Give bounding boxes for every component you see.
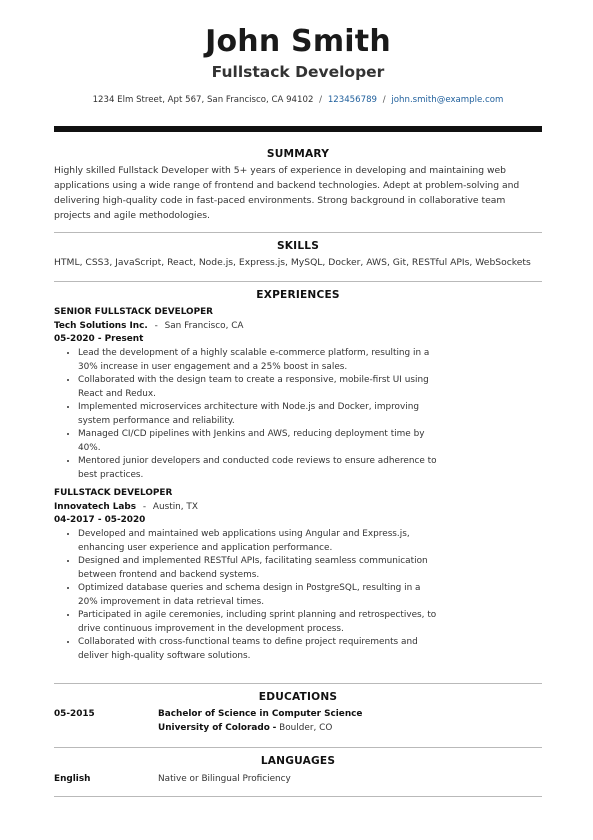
job-company-line [54, 500, 542, 514]
company-dash: - [142, 502, 147, 512]
experience-entry [54, 306, 542, 482]
job-bullet: • Developed and maintained web applications using Angular and Express.js, enhancing user experience and application performance. [78, 528, 438, 555]
job-bullet: • Mentored junior developers and conducted code reviews to ensure adherence to best practices. [78, 455, 438, 482]
experiences-heading: EXPERIENCES [256, 289, 340, 301]
language-level: Native or Bilingual Proficiency [158, 774, 291, 784]
company-name: Tech Solutions Inc. [54, 321, 148, 331]
summary-text: Highly skilled Fullstack Developer with 5+ years of experience in developing and maintaining web applications using a wide range of frontend and backend technologies. Adept at problem-solving and delivering high-quality code in fast-paced environments. Strong background in collaborative team projects and agile methodologies. [54, 165, 520, 221]
company-location: San Francisco, CA [164, 321, 244, 331]
contact-separator: / [319, 95, 323, 105]
phone-link[interactable]: 123456789 [327, 95, 378, 105]
section-divider [54, 796, 542, 797]
candidate-title: Fullstack Developer [211, 63, 385, 81]
job-dates: 04-2017 - 05-2020 [54, 515, 146, 525]
address-text: 1234 Elm Street, Apt 567, San Francisco, CA 94102 [92, 95, 314, 105]
company-dash: - [154, 321, 158, 331]
education-school: University of Colorado [158, 723, 270, 733]
job-title: SENIOR FULLSTACK DEVELOPER [54, 307, 213, 317]
job-dates: 05-2020 - Present [54, 334, 144, 344]
education-details [158, 707, 542, 735]
education-entry [54, 707, 542, 735]
job-bullet: • Implemented microservices architecture with Node.js and Docker, improving system performance and reliability. [78, 401, 438, 428]
education-dash: - [272, 723, 277, 733]
job-bullet-list [54, 528, 438, 663]
job-bullet: • Collaborated with the design team to create a responsive, mobile-first UI using React and Redux. [78, 374, 438, 401]
language-entry [54, 772, 542, 786]
job-company-line [54, 319, 542, 333]
language-name: English [54, 774, 91, 784]
experience-entry [54, 487, 542, 663]
header-divider-bar [54, 126, 542, 132]
candidate-name: John Smith [205, 24, 391, 59]
job-bullet: • Participated in agile ceremonies, including sprint planning and retrospectives, to drive continuous improvement in the development process. [78, 609, 438, 636]
section-divider [54, 281, 542, 282]
education-location: Boulder, CO [279, 723, 333, 733]
job-title: FULLSTACK DEVELOPER [54, 488, 173, 498]
resume-page [54, 0, 542, 797]
company-name: Innovatech Labs [54, 502, 137, 512]
skills-text: HTML, CSS3, JavaScript, React, Node.js, Express.js, MySQL, Docker, AWS, Git, RESTful APIs, WebSockets [54, 257, 531, 268]
job-bullet: • Designed and implemented RESTful APIs, facilitating seamless communication between frontend and backend systems. [78, 555, 438, 582]
email-link[interactable]: john.smith@example.com [391, 95, 504, 105]
job-bullet: • Lead the development of a highly scalable e-commerce platform, resulting in a 30% increase in user engagement and a 25% boost in sales. [78, 347, 438, 374]
job-bullet: • Optimized database queries and schema design in PostgreSQL, resulting in a 20% improvement in data retrieval times. [78, 582, 438, 609]
section-divider [54, 683, 542, 684]
job-bullet: • Managed CI/CD pipelines with Jenkins and AWS, reducing deployment time by 40%. [78, 428, 438, 455]
job-bullet-list [54, 347, 438, 482]
job-bullet: • Collaborated with cross-functional teams to define project requirements and deliver high-quality software solutions. [78, 636, 438, 663]
education-degree: Bachelor of Science in Computer Science [158, 709, 363, 719]
section-divider [54, 747, 542, 748]
company-location: Austin, TX [152, 502, 198, 512]
skills-heading: SKILLS [276, 240, 320, 252]
contact-line [54, 94, 542, 106]
contact-separator: / [382, 95, 386, 105]
educations-heading: EDUCATIONS [258, 691, 338, 703]
section-divider [54, 232, 542, 233]
education-date: 05-2015 [54, 709, 95, 719]
languages-heading: LANGUAGES [260, 755, 336, 767]
summary-heading: SUMMARY [266, 148, 330, 160]
